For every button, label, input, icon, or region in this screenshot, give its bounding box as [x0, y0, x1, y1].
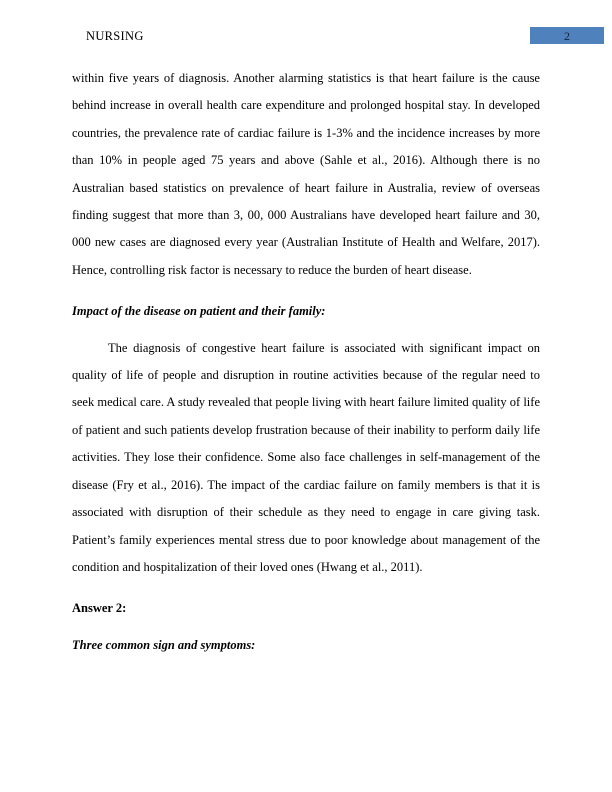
document-body — [72, 65, 540, 668]
page-number: 2 — [564, 28, 570, 43]
header-title: NURSING — [86, 29, 144, 43]
heading-answer-2: Answer 2: — [72, 601, 127, 616]
heading-impact-on-patient-family: Impact of the disease on patient and their family: — [72, 304, 326, 319]
paragraph-prevalence-statistics: within five years of diagnosis. Another alarming statistics is that heart failure is the cause behind increase in overall health care expenditure and prolonged hospital stay. In developed countries, the prevalence rate of cardiac failure is 1-3% and the incidence increases by more than 10% in people aged 75 years and above (Sahle et al., 2016). Although there is no Australian based statistics on prevalence of heart failure in Australia, review of overseas finding suggest that more than 3, 00, 000 Australians have developed heart failure and 30, 000 new cases are diagnosed every year (Australian Institute of Health and Welfare, 2017). Hence, controlling risk factor is necessary to reduce the burden of heart disease. — [72, 71, 540, 277]
paragraph-impact-on-patient-family: The diagnosis of congestive heart failure is associated with significant impact on quality of life of people and disruption in routine activities because of the regular need to seek medical care. A study revealed that people living with heart failure limited quality of life of patient and such patients develop frustration because of their inability to perform daily life activities. They lose their confidence. Some also face challenges in self-management of the disease (Fry et al., 2016). The impact of the cardiac failure on family members is that it is associated with disruption of their schedule as they need to engage in care giving task. Patient’s family experiences mental stress due to poor knowledge about management of the condition and hospitalization of their loved ones (Hwang et al., 2011). — [72, 340, 540, 574]
page-number-badge — [530, 27, 604, 44]
heading-three-signs-symptoms: Three common sign and symptoms: — [72, 637, 256, 652]
